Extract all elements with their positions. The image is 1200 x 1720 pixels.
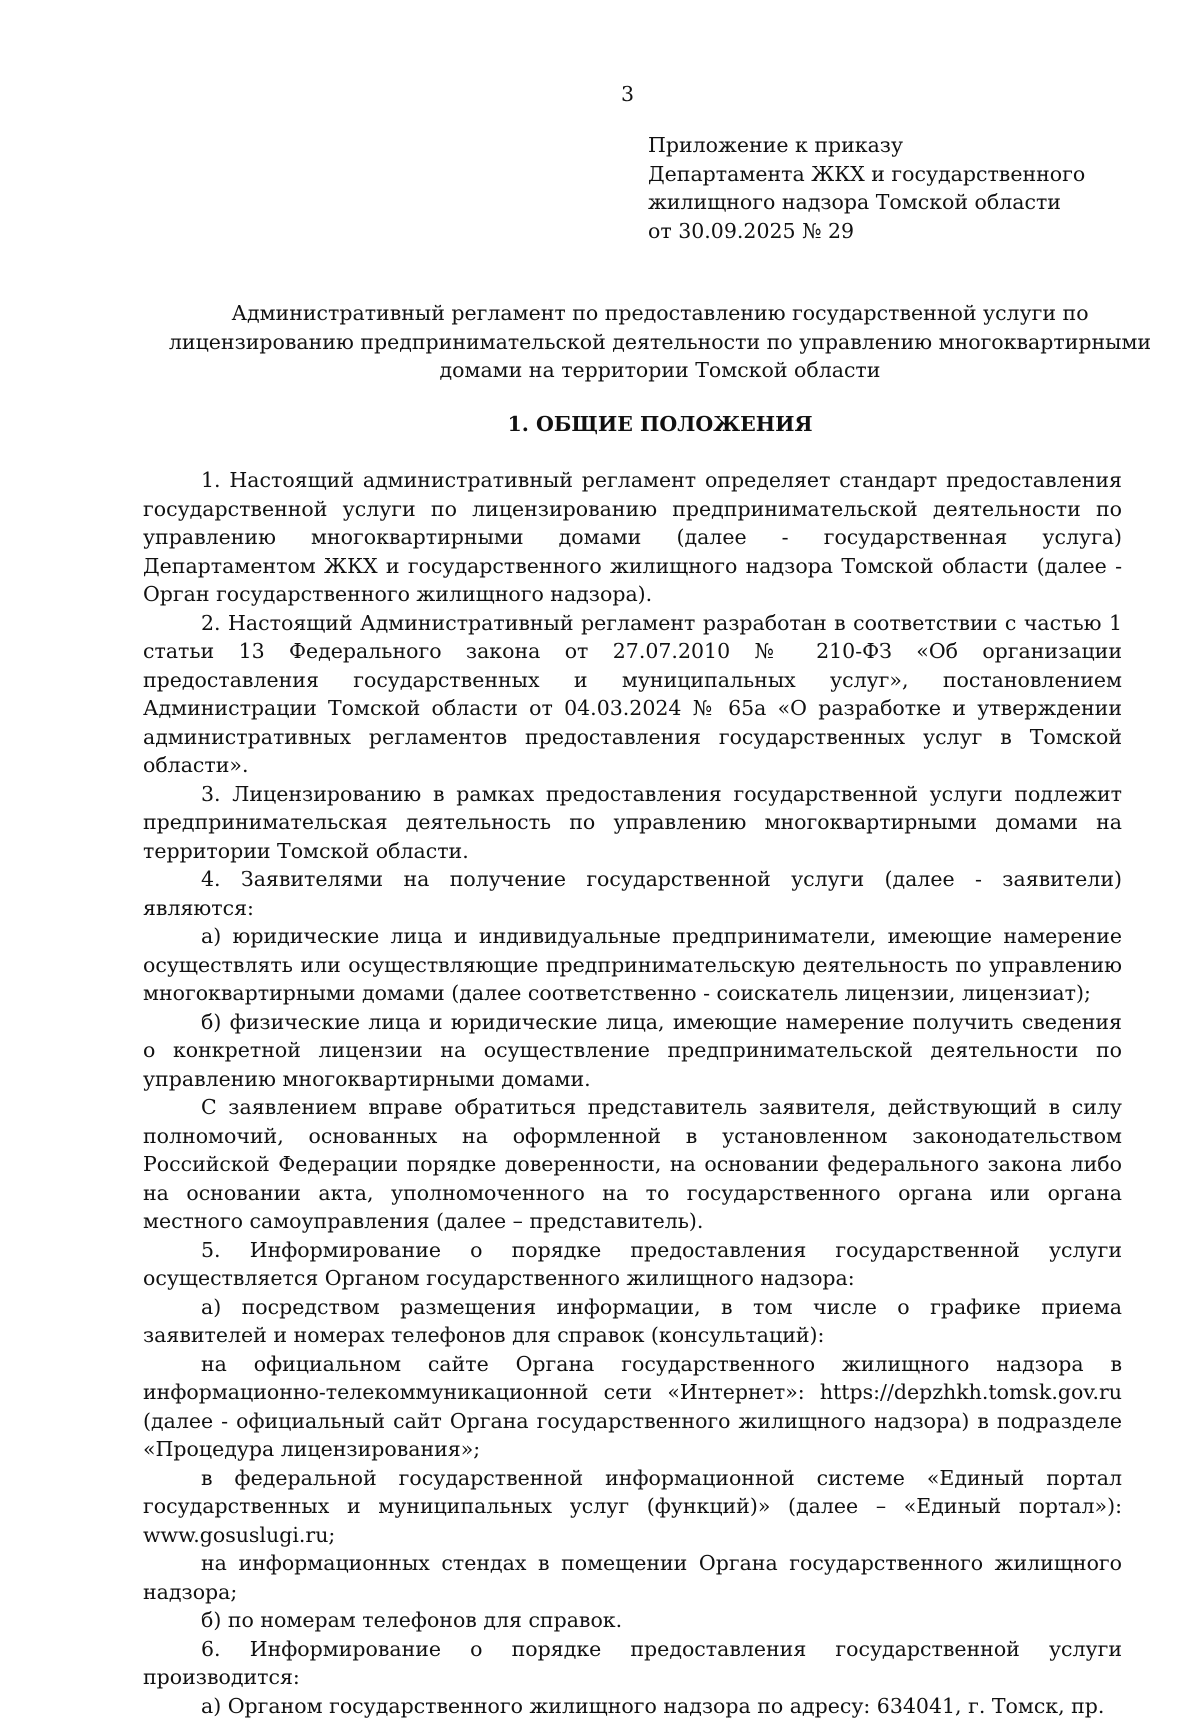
paragraph: С заявлением вправе обратиться представитель заявителя, действующий в силу полномочий, основанных на оформленной в установленном законодательством Российской Федерации порядке доверенности, на основании федерального закона либо на основании акта, уполномоченного на то государственного органа или органа местного самоуправления (далее – представитель). <box>143 1093 1122 1236</box>
appendix-line: жилищного надзора Томской области <box>648 188 1085 217</box>
paragraph: 5. Информирование о порядке предоставления государственной услуги осуществляется Органом государственного жилищного надзора: <box>143 1236 1122 1293</box>
document-body <box>143 466 1122 1720</box>
page-number: 3 <box>0 80 1200 109</box>
appendix-block <box>648 131 1085 245</box>
document-title: Административный регламент по предоставлению государственной услуги по лицензированию предпринимательской деятельности по управлению многоквартирными домами на территории Томской области <box>140 299 1180 385</box>
section-heading: 1. ОБЩИЕ ПОЛОЖЕНИЯ <box>140 410 1180 439</box>
paragraph: б) по номерам телефонов для справок. <box>143 1606 1122 1635</box>
appendix-line: Приложение к приказу <box>648 131 1085 160</box>
appendix-line: от 30.09.2025 № 29 <box>648 217 1085 246</box>
paragraph: 2. Настоящий Административный регламент разработан в соответствии с частью 1 статьи 13 Федерального закона от 27.07.2010 № 210-ФЗ «Об организации предоставления государственных и муниципальных услуг», постановлением Администрации Томской области от 04.03.2024 № 65а «О разработке и утверждении административных регламентов предоставления государственных услуг в Томской области». <box>143 609 1122 780</box>
paragraph: в федеральной государственной информационной системе «Единый портал государственных и муниципальных услуг (функций)» (далее – «Единый портал»): www.gosuslugi.ru; <box>143 1464 1122 1550</box>
paragraph: а) Органом государственного жилищного надзора по адресу: 634041, г. Томск, пр. <box>143 1692 1122 1720</box>
paragraph: 4. Заявителями на получение государственной услуги (далее - заявители) являются: <box>143 865 1122 922</box>
paragraph: 3. Лицензированию в рамках предоставления государственной услуги подлежит предпринимательская деятельность по управлению многоквартирными домами на территории Томской области. <box>143 780 1122 866</box>
paragraph: 1. Настоящий административный регламент определяет стандарт предоставления государственной услуги по лицензированию предпринимательской деятельности по управлению многоквартирными домами (далее - государственная услуга) Департаментом ЖКХ и государственного жилищного надзора Томской области (далее - Орган государственного жилищного надзора). <box>143 466 1122 609</box>
paragraph: а) посредством размещения информации, в том числе о графике приема заявителей и номерах телефонов для справок (консультаций): <box>143 1293 1122 1350</box>
paragraph: на официальном сайте Органа государственного жилищного надзора в информационно-телекоммуникационной сети «Интернет»: https://depzhkh.tomsk.gov.ru (далее - официальный сайт Органа государственного жилищного надзора) в подразделе «Процедура лицензирования»; <box>143 1350 1122 1464</box>
paragraph: а) юридические лица и индивидуальные предприниматели, имеющие намерение осуществлять или осуществляющие предпринимательскую деятельность по управлению многоквартирными домами (далее соответственно - соискатель лицензии, лицензиат); <box>143 922 1122 1008</box>
paragraph: на информационных стендах в помещении Органа государственного жилищного надзора; <box>143 1549 1122 1606</box>
paragraph: 6. Информирование о порядке предоставления государственной услуги производится: <box>143 1635 1122 1692</box>
paragraph: б) физические лица и юридические лица, имеющие намерение получить сведения о конкретной лицензии на осуществление предпринимательской деятельности по управлению многоквартирными домами. <box>143 1008 1122 1094</box>
appendix-line: Департамента ЖКХ и государственного <box>648 160 1085 189</box>
